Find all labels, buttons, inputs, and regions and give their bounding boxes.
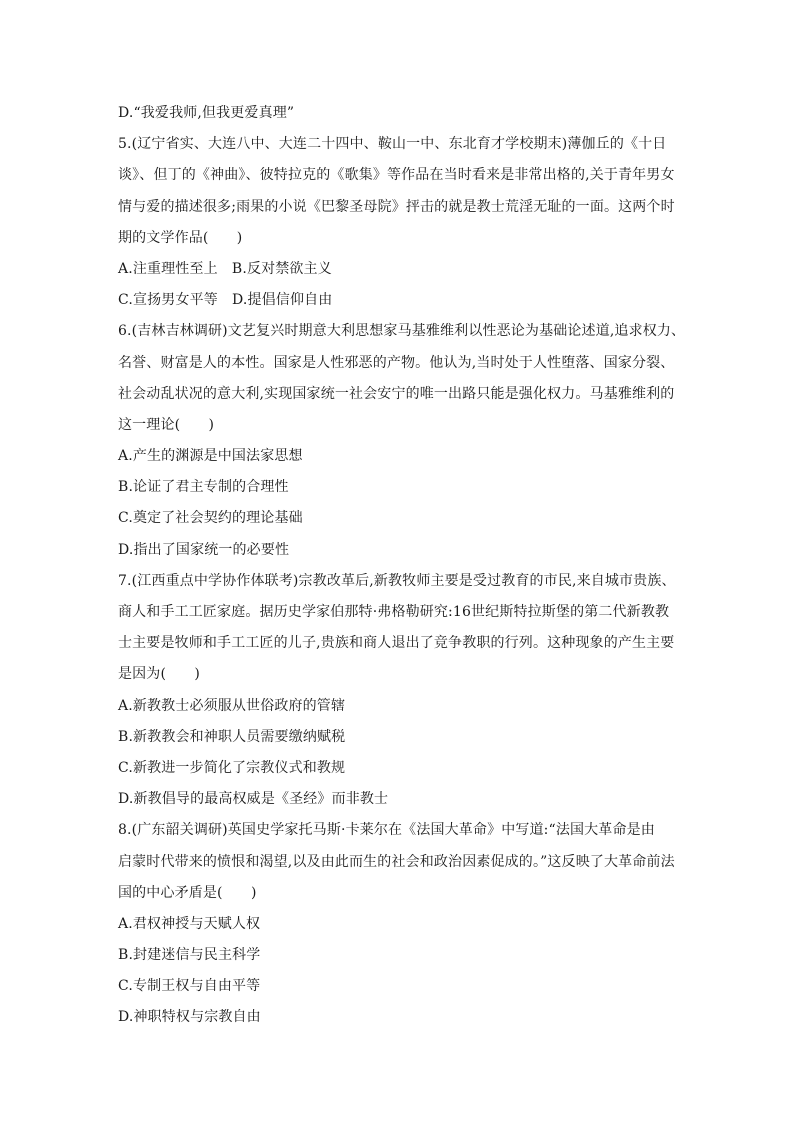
q7-stem-line-2: 商人和手工工匠家庭。据历史学家伯那特·弗格勒研究:16世纪斯特拉斯堡的第二代新教教	[118, 604, 670, 620]
q7-stem-line-3: 士主要是牧师和手工工匠的儿子,贵族和商人退出了竞争教职的行列。这种现象的产生主要	[118, 635, 675, 652]
q4-option-d: D.“我爱我师,但我更爱真理”	[118, 105, 295, 121]
q7-option-a: A.新教教士必须服从世俗政府的管辖	[118, 697, 346, 714]
q8-stem-line-1: 8.(广东韶关调研)英国史学家托马斯·卡莱尔在《法国大革命》中写道:“法国大革命是由	[118, 822, 655, 839]
q6-option-b: B.论证了君主专制的合理性	[118, 479, 289, 496]
q7-option-c: C.新教进一步简化了宗教仪式和教规	[118, 759, 346, 776]
q6-stem-line-4: 这一理论( )	[118, 416, 215, 433]
q5-stem-line-1: 5.(辽宁省实、大连八中、大连二十四中、鞍山一中、东北育才学校期末)薄伽丘的《十日	[118, 136, 667, 153]
q8-option-a: A.君权神授与天赋人权	[118, 915, 261, 932]
question-content	[118, 98, 686, 1034]
q6-option-d: D.指出了国家统一的必要性	[118, 541, 290, 558]
q8-stem-line-3: 国的中心矛盾是( )	[118, 884, 257, 901]
q6-stem-line-3: 社会动乱状况的意大利,实现国家统一社会安宁的唯一出路只能是强化权力。马基雅维利的	[118, 385, 675, 402]
q5-stem-line-3: 情与爱的描述很多;雨果的小说《巴黎圣母院》抨击的就是教士荒淫无耻的一面。这两个时	[118, 198, 675, 215]
q6-stem-line-1: 6.(吉林吉林调研)文艺复兴时期意大利思想家马基雅维利以性恶论为基础论述道,追求权力、	[118, 323, 686, 340]
q6-option-a: A.产生的渊源是中国法家思想	[118, 448, 303, 465]
q8-option-c: C.专制王权与自由平等	[118, 978, 261, 995]
q7-option-d: D.新教倡导的最高权威是《圣经》而非教士	[118, 791, 389, 808]
q7-stem-line-4: 是因为( )	[118, 666, 200, 683]
q7-stem-line-1: 7.(江西重点中学协作体联考)宗教改革后,新教牧师主要是受过教育的市民,来自城市贵族、	[118, 572, 676, 589]
q5-stem-line-4: 期的文学作品( )	[118, 229, 243, 246]
q8-stem-line-2: 启蒙时代带来的愤恨和渴望,以及由此而生的社会和政治因素促成的。”这反映了大革命前法	[118, 853, 675, 870]
q6-stem-line-2: 名誉、财富是人的本性。国家是人性邪恶的产物。他认为,当时处于人性堕落、国家分裂、	[118, 354, 675, 371]
q7-option-b: B.新教教会和神职人员需要缴纳赋税	[118, 728, 346, 745]
q5-stem-line-2: 谈》、但丁的《神曲》、彼特拉克的《歌集》等作品在当时看来是非常出格的,关于青年男女	[118, 167, 675, 184]
q8-option-b: B.封建迷信与民主科学	[118, 947, 261, 964]
q5-options-cd: C.宣扬男女平等 D.提倡信仰自由	[118, 292, 333, 309]
q8-option-d: D.神职特权与宗教自由	[118, 1009, 261, 1026]
q6-option-c: C.奠定了社会契约的理论基础	[118, 510, 303, 527]
q5-options-ab: A.注重理性至上 B.反对禁欲主义	[118, 260, 332, 277]
